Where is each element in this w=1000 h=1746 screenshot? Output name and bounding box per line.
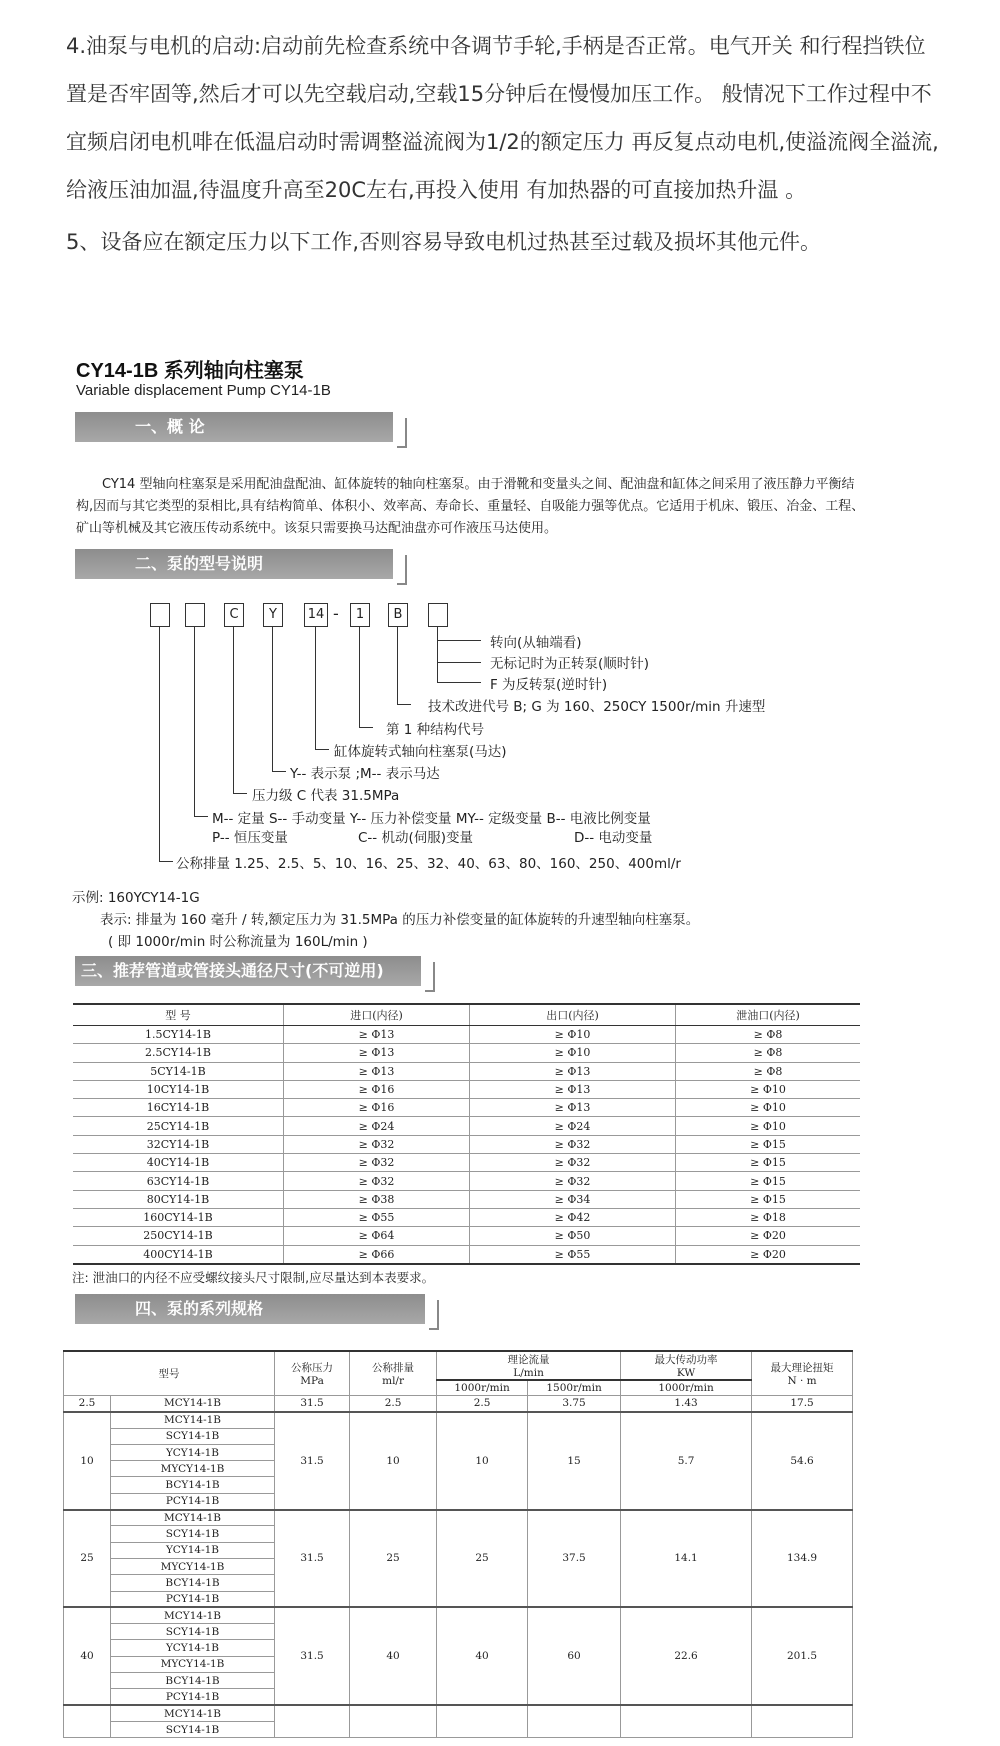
spec-cell-power: 5.7 xyxy=(621,1412,752,1510)
annotation-pressure-level: 压力级 C 代表 31.5MPa xyxy=(252,788,400,804)
connector-line xyxy=(397,627,398,704)
connector-line xyxy=(359,727,373,728)
header-text: 公称压力 xyxy=(291,1362,334,1374)
table-cell: 400CY14-1B xyxy=(73,1245,284,1264)
table-row xyxy=(73,1172,860,1190)
table-cell: 25CY14-1B xyxy=(73,1117,284,1135)
table-cell: 1.5CY14-1B xyxy=(73,1026,284,1044)
annotation-cylinder: 缸体旋转式轴向柱塞泵(马达) xyxy=(334,744,507,760)
section-header-label: 二、泵的型号说明 xyxy=(135,554,264,573)
section-header-decoration xyxy=(429,1300,439,1330)
code-box-pressure: C xyxy=(224,603,244,627)
table-row xyxy=(73,1044,860,1062)
connector-line xyxy=(437,662,481,663)
connector-line xyxy=(437,627,438,682)
table-cell: ≥ Φ10 xyxy=(470,1044,676,1062)
table-cell: ≥ Φ10 xyxy=(676,1099,861,1117)
connector-line xyxy=(272,771,286,772)
annotation-variable-types: M-- 定量 S-- 手动变量 Y-- 压力补偿变量 MY-- 定级变量 B-- 电液比例变量 xyxy=(212,811,651,827)
column-header: 泄油口(内径) xyxy=(676,1004,861,1026)
model-cell: MCY14-1B xyxy=(111,1412,275,1428)
spec-cell-disp xyxy=(350,1705,437,1738)
spec-cell-f1000: 10 xyxy=(437,1412,528,1510)
spec-cell-power xyxy=(621,1705,752,1738)
spec-cell-f1000: 40 xyxy=(437,1607,528,1705)
table-cell: ≥ Φ15 xyxy=(676,1154,861,1172)
connector-line xyxy=(359,627,360,727)
spec-cell-f1000 xyxy=(437,1705,528,1738)
section-header-label: 四、泵的系列规格 xyxy=(135,1299,264,1318)
spec-cell-press: 31.5 xyxy=(275,1510,350,1608)
table-cell: 63CY14-1B xyxy=(73,1172,284,1190)
table-cell: ≥ Φ20 xyxy=(676,1227,861,1245)
table-row xyxy=(64,1705,853,1721)
table-cell: ≥ Φ15 xyxy=(676,1172,861,1190)
table-cell: 5CY14-1B xyxy=(73,1062,284,1080)
table-row xyxy=(73,1135,860,1153)
model-cell: BCY14-1B xyxy=(111,1575,275,1591)
example-label: 示例: 160YCY14-1G xyxy=(72,890,200,906)
connector-line xyxy=(194,816,208,817)
table-row xyxy=(73,1080,860,1098)
model-cell: YCY14-1B xyxy=(111,1640,275,1656)
column-header-torque xyxy=(752,1351,853,1396)
table-cell: ≥ Φ32 xyxy=(284,1154,470,1172)
model-cell: PCY14-1B xyxy=(111,1689,275,1705)
annotation-servo: C-- 机动(伺服)变量 xyxy=(358,830,473,846)
column-header-power-speed: 1000r/min xyxy=(621,1380,752,1396)
intro-paragraph-5: 5、设备应在额定压力以下工作,否则容易导致电机过热甚至过载及损坏其他元件。 xyxy=(66,230,822,254)
annotation-pump-motor: Y-- 表示泵 ;M-- 表示马达 xyxy=(290,766,440,782)
model-cell: BCY14-1B xyxy=(111,1477,275,1493)
table-cell: ≥ Φ13 xyxy=(470,1080,676,1098)
connector-line xyxy=(315,627,316,749)
table-cell: ≥ Φ8 xyxy=(676,1044,861,1062)
annotation-rotation-ccw: F 为反转泵(逆时针) xyxy=(490,677,608,693)
table-row xyxy=(64,1510,853,1526)
size-cell xyxy=(64,1705,111,1738)
table-row xyxy=(73,1026,860,1044)
table-cell: ≥ Φ20 xyxy=(676,1245,861,1264)
connector-line xyxy=(194,627,195,816)
code-box-displacement xyxy=(150,603,170,627)
table-cell: ≥ Φ15 xyxy=(676,1190,861,1208)
pipe-table-note: 注: 泄油口的内径不应受螺纹接头尺寸限制,应尽量达到本表要求。 xyxy=(72,1270,435,1285)
model-cell: SCY14-1B xyxy=(111,1526,275,1542)
table-cell: 16CY14-1B xyxy=(73,1099,284,1117)
model-cell: SCY14-1B xyxy=(111,1624,275,1640)
annotation-rotation: 转向(从轴端看) xyxy=(490,635,582,651)
model-cell: PCY14-1B xyxy=(111,1493,275,1509)
table-header-row xyxy=(73,1004,860,1026)
table-cell: ≥ Φ8 xyxy=(676,1026,861,1044)
section-header-series-spec xyxy=(75,1294,425,1324)
header-text: 最大传动功率 xyxy=(654,1354,718,1366)
annotation-tech-code: 技术改进代号 B; G 为 160、250CY 1500r/min 升速型 xyxy=(428,699,766,715)
table-cell: ≥ Φ34 xyxy=(470,1190,676,1208)
table-cell: ≥ Φ32 xyxy=(284,1135,470,1153)
spec-cell-press: 31.5 xyxy=(275,1607,350,1705)
column-header-flow-1500: 1500r/min xyxy=(528,1380,621,1396)
section-header-label: 一、概 论 xyxy=(135,417,205,436)
table-row xyxy=(73,1190,860,1208)
model-cell: MYCY14-1B xyxy=(111,1558,275,1574)
section-header-decoration xyxy=(397,418,407,448)
code-box-type: Y xyxy=(263,603,283,627)
table-cell: ≥ Φ38 xyxy=(284,1190,470,1208)
table-row xyxy=(73,1245,860,1264)
table-cell: ≥ Φ18 xyxy=(676,1208,861,1226)
code-box-rotation xyxy=(428,603,448,627)
code-dash: - xyxy=(333,604,339,623)
code-box-variable xyxy=(185,603,205,627)
connector-line xyxy=(437,640,481,641)
table-row xyxy=(73,1227,860,1245)
spec-cell-f1500: 15 xyxy=(528,1412,621,1510)
table-cell: 32CY14-1B xyxy=(73,1135,284,1153)
size-cell: 40 xyxy=(64,1607,111,1705)
column-header: 进口(内径) xyxy=(284,1004,470,1026)
model-cell: MCY14-1B xyxy=(111,1705,275,1721)
size-cell: 2.5 xyxy=(64,1396,111,1412)
table-cell: ≥ Φ13 xyxy=(470,1099,676,1117)
connector-line xyxy=(397,704,411,705)
section-header-overview xyxy=(75,412,393,442)
intro-paragraph-4: 4.油泵与电机的启动:启动前先检查系统中各调节手轮,手柄是否正常。电气开关 和行程挡铁位置是否牢固等,然后才可以先空载启动,空载15分钟后在慢慢加压工作。 般情况下工作过程中不宜频启闭电机啡在低温启动时需调整溢流阀为1/2的额定压力 再反复点动电机,使溢流阀全溢流,给液压油加温,待温度升高至20C左右,再投入使用 有加热器的可直接加热升温 。 xyxy=(66,34,939,202)
table-row xyxy=(64,1607,853,1623)
spec-cell-f1500: 37.5 xyxy=(528,1510,621,1608)
table-cell: ≥ Φ10 xyxy=(676,1080,861,1098)
table-cell: 2.5CY14-1B xyxy=(73,1044,284,1062)
pipe-size-table xyxy=(73,1003,860,1265)
column-header-flow-1000: 1000r/min xyxy=(437,1380,528,1396)
table-cell: ≥ Φ32 xyxy=(284,1172,470,1190)
table-cell: 160CY14-1B xyxy=(73,1208,284,1226)
table-cell: ≥ Φ42 xyxy=(470,1208,676,1226)
table-cell: ≥ Φ50 xyxy=(470,1227,676,1245)
model-cell: MCY14-1B xyxy=(111,1607,275,1623)
annotation-electric: D-- 电动变量 xyxy=(574,830,653,846)
spec-cell-disp: 2.5 xyxy=(350,1396,437,1412)
table-cell: ≥ Φ15 xyxy=(676,1135,861,1153)
intro-text xyxy=(66,22,946,266)
table-row xyxy=(64,1396,853,1412)
connector-line xyxy=(233,793,247,794)
spec-cell-f1000: 2.5 xyxy=(437,1396,528,1412)
section-header-label: 三、推荐管道或管接头通径尺寸(不可逆用) xyxy=(81,961,384,980)
code-box-structure: 1 xyxy=(350,603,370,627)
table-cell: ≥ Φ13 xyxy=(470,1062,676,1080)
model-cell: BCY14-1B xyxy=(111,1673,275,1689)
table-cell: ≥ Φ55 xyxy=(284,1208,470,1226)
size-cell: 25 xyxy=(64,1510,111,1608)
spec-cell-torque: 54.6 xyxy=(752,1412,853,1510)
table-cell: ≥ Φ13 xyxy=(284,1044,470,1062)
table-cell: ≥ Φ10 xyxy=(470,1026,676,1044)
column-header: 型 号 xyxy=(73,1004,284,1026)
doc-title: CY14-1B 系列轴向柱塞泵 xyxy=(76,360,304,382)
column-header: 出口(内径) xyxy=(470,1004,676,1026)
section-header-decoration xyxy=(425,962,435,992)
spec-cell-disp: 25 xyxy=(350,1510,437,1608)
code-box-series: 14 xyxy=(304,603,328,627)
spec-cell-disp: 10 xyxy=(350,1412,437,1510)
header-text: 公称排量 xyxy=(372,1362,415,1374)
table-cell: 250CY14-1B xyxy=(73,1227,284,1245)
section-header-model-code xyxy=(75,549,393,579)
table-cell: 10CY14-1B xyxy=(73,1080,284,1098)
annotation-const-pressure: P-- 恒压变量 xyxy=(212,830,288,846)
table-row xyxy=(73,1154,860,1172)
table-cell: ≥ Φ32 xyxy=(470,1135,676,1153)
table-cell: ≥ Φ24 xyxy=(284,1117,470,1135)
table-row xyxy=(73,1208,860,1226)
header-unit: MPa xyxy=(300,1375,324,1387)
table-row xyxy=(73,1062,860,1080)
spec-cell-power: 1.43 xyxy=(621,1396,752,1412)
table-cell: ≥ Φ8 xyxy=(676,1062,861,1080)
table-cell: 80CY14-1B xyxy=(73,1190,284,1208)
size-cell: 10 xyxy=(64,1412,111,1510)
connector-line xyxy=(159,627,160,861)
spec-cell-f1500: 3.75 xyxy=(528,1396,621,1412)
table-cell: ≥ Φ13 xyxy=(284,1026,470,1044)
annotation-displacement: 公称排量 1.25、2.5、5、10、16、25、32、40、63、80、160、250、400ml/r xyxy=(176,856,681,872)
spec-cell-f1000: 25 xyxy=(437,1510,528,1608)
table-cell: ≥ Φ64 xyxy=(284,1227,470,1245)
model-cell: MYCY14-1B xyxy=(111,1461,275,1477)
model-cell: YCY14-1B xyxy=(111,1542,275,1558)
table-row xyxy=(73,1099,860,1117)
table-cell: ≥ Φ32 xyxy=(470,1154,676,1172)
table-cell: ≥ Φ55 xyxy=(470,1245,676,1264)
table-cell: ≥ Φ32 xyxy=(470,1172,676,1190)
column-header-power xyxy=(621,1351,752,1380)
example-flow-note: ( 即 1000r/min 时公称流量为 160L/min ) xyxy=(108,934,368,950)
spec-cell-f1500 xyxy=(528,1705,621,1738)
table-cell: ≥ Φ13 xyxy=(284,1062,470,1080)
doc-subtitle: Variable displacement Pump CY14-1B xyxy=(76,382,331,399)
spec-cell-press xyxy=(275,1705,350,1738)
spec-cell-f1500: 60 xyxy=(528,1607,621,1705)
column-header-model: 型号 xyxy=(64,1351,275,1396)
connector-line xyxy=(233,627,234,793)
header-text: 理论流量 xyxy=(507,1354,550,1366)
model-cell: PCY14-1B xyxy=(111,1591,275,1607)
table-cell: ≥ Φ24 xyxy=(470,1117,676,1135)
column-header-pressure xyxy=(275,1351,350,1396)
header-unit: KW xyxy=(676,1367,696,1379)
table-cell: 40CY14-1B xyxy=(73,1154,284,1172)
overview-paragraph: CY14 型轴向柱塞泵是采用配油盘配油、缸体旋转的轴向柱塞泵。由于滑靴和变量头之间、配油盘和缸体之间采用了液压静力平衡结构,因而与其它类型的泵相比,具有结构简单、体积小、效率高、寿命长、重量轻、自吸能力强等优点。它适用于机床、锻压、冶金、工程、矿山等机械及其它液压传动系统中。该泵只需要换马达配油盘亦可作液压马达使用。 xyxy=(76,477,865,536)
spec-cell-disp: 40 xyxy=(350,1607,437,1705)
spec-cell-press: 31.5 xyxy=(275,1412,350,1510)
code-box-tech: B xyxy=(388,603,408,627)
annotation-structure: 第 1 种结构代号 xyxy=(386,722,485,738)
table-row xyxy=(73,1117,860,1135)
model-cell: SCY14-1B xyxy=(111,1428,275,1444)
table-cell: ≥ Φ66 xyxy=(284,1245,470,1264)
connector-line xyxy=(272,627,273,771)
example-description: 表示: 排量为 160 毫升 / 转,额定压力为 31.5MPa 的压力补偿变量的缸体旋转的升速型轴向柱塞泵。 xyxy=(100,912,700,928)
column-header-displacement xyxy=(350,1351,437,1396)
connector-line xyxy=(159,861,173,862)
model-cell: SCY14-1B xyxy=(111,1721,275,1737)
table-cell: ≥ Φ16 xyxy=(284,1099,470,1117)
table-row xyxy=(64,1412,853,1428)
spec-cell-torque: 17.5 xyxy=(752,1396,853,1412)
spec-cell-press: 31.5 xyxy=(275,1396,350,1412)
series-spec-table xyxy=(63,1350,853,1738)
header-unit: ml/r xyxy=(382,1375,404,1387)
model-cell: MYCY14-1B xyxy=(111,1656,275,1672)
header-unit: L/min xyxy=(513,1367,544,1379)
header-text: 最大理论扭矩 xyxy=(770,1362,834,1374)
model-cell: MCY14-1B xyxy=(111,1510,275,1526)
section-header-decoration xyxy=(397,555,407,585)
annotation-rotation-cw: 无标记时为正转泵(顺时针) xyxy=(490,656,650,672)
spec-cell-power: 22.6 xyxy=(621,1607,752,1705)
column-header-flow xyxy=(437,1351,621,1380)
spec-cell-torque: 134.9 xyxy=(752,1510,853,1608)
connector-line xyxy=(315,749,329,750)
connector-line xyxy=(437,682,481,683)
table-cell: ≥ Φ16 xyxy=(284,1080,470,1098)
header-unit: N · m xyxy=(787,1375,817,1387)
spec-cell-power: 14.1 xyxy=(621,1510,752,1608)
table-cell: ≥ Φ10 xyxy=(676,1117,861,1135)
section-header-pipe-sizes xyxy=(75,956,421,986)
model-cell: YCY14-1B xyxy=(111,1444,275,1460)
spec-cell-torque: 201.5 xyxy=(752,1607,853,1705)
spec-cell-torque xyxy=(752,1705,853,1738)
model-cell: MCY14-1B xyxy=(111,1396,275,1412)
